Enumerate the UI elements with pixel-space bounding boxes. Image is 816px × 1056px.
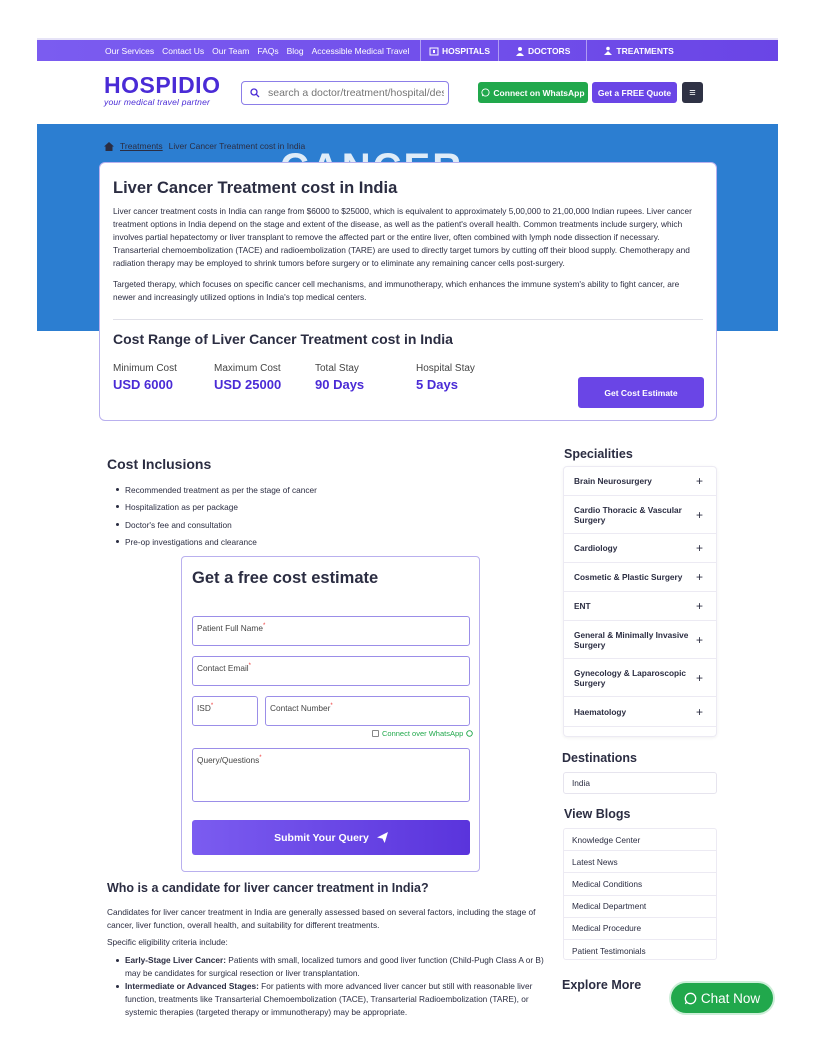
list-item: Doctor's fee and consultation	[125, 520, 317, 537]
explore-more-heading: Explore More	[562, 978, 642, 992]
required-mark: *	[210, 703, 214, 710]
chat-now-label: Chat Now	[700, 990, 761, 1006]
intro-paragraph: Liver cancer treatment costs in India can range from $6000 to $25000, which is equivalent to approximately 5,00,000 to 21,00,000 Indian rupees. Liver cancer treatment options in India depend on the stage and extent of the disease, as well as the patient's overall health. Common treatments include surgery, which involves partial hepatectomy or liver transplant to remove the affected part or the entire liver, often combined with lymph node dissection if necessary. Transarterial chemoembolization (TACE) and radioembolization (TARE) are used to directly target tumors by cutting off their blood supply. Chemotherapy and radiation therapy may be employed to shrink tumors before surgery or to eliminate any remaining cancer cells post-surgery.	[113, 206, 692, 268]
plus-icon[interactable]: +	[695, 541, 703, 555]
stat-value: USD 6000	[113, 377, 173, 392]
destination-item[interactable]: India	[563, 772, 717, 794]
top-link-our-services[interactable]: Our Services	[105, 45, 155, 56]
plus-icon[interactable]: +	[695, 570, 703, 584]
speciality-label: Cardio Thoracic & Vascular Surgery	[574, 504, 682, 525]
speciality-label: Haematology	[574, 706, 627, 717]
destinations-heading: Destinations	[562, 751, 638, 765]
top-nav-bar	[37, 38, 778, 61]
specialities-list	[563, 466, 717, 737]
top-link-accessible-travel[interactable]: Accessible Medical Travel	[311, 45, 410, 56]
whatsapp-icon	[481, 88, 490, 97]
patient-name-field[interactable]	[192, 616, 470, 646]
plus-icon[interactable]: +	[695, 632, 703, 647]
get-cost-estimate-button[interactable]: Get Cost Estimate	[578, 377, 704, 408]
hospitals-nav-label: HOSPITALS	[442, 45, 491, 56]
blog-link[interactable]: Medical Department	[564, 896, 716, 918]
view-blogs-heading: View Blogs	[564, 807, 631, 821]
logo-tagline: your medical travel partner	[104, 97, 211, 107]
doctors-nav-button[interactable]	[499, 40, 586, 61]
stat-hospital-stay	[416, 363, 517, 392]
hero-ghost-heading	[280, 148, 463, 162]
plus-icon[interactable]: +	[695, 704, 703, 719]
hamburger-menu-icon[interactable]: ≡	[682, 82, 703, 103]
field-label: Contact Number	[270, 703, 331, 713]
top-category-nav	[420, 40, 690, 61]
stat-value: 5 Days	[416, 377, 458, 392]
treatment-icon	[603, 46, 613, 56]
speciality-item[interactable]	[564, 697, 716, 727]
candidate-paragraph: Candidates for liver cancer treatment in India are generally assessed based on several factors, including the stage of cancer, liver function, overall health, and suitability for different treatments.	[107, 907, 536, 930]
top-link-our-team[interactable]: Our Team	[212, 45, 250, 56]
field-label: ISD	[197, 703, 211, 713]
criteria-text: Patients with small, localized tumors and good liver function (Child-Pugh Class A or B) may be candidates for surgical resection or liver transplantation.	[125, 955, 544, 978]
cost-estimate-form	[181, 556, 480, 872]
blog-link[interactable]: Latest News	[564, 851, 716, 873]
treatments-nav-button[interactable]	[587, 40, 689, 61]
email-field[interactable]	[192, 656, 470, 686]
required-mark: *	[259, 755, 262, 762]
checkbox-icon[interactable]	[372, 730, 379, 737]
whatsapp-icon	[466, 730, 473, 737]
divider	[113, 319, 703, 320]
required-mark: *	[248, 663, 251, 670]
contact-number-field[interactable]	[265, 696, 470, 726]
plus-icon[interactable]: +	[695, 599, 703, 613]
speciality-item[interactable]	[564, 534, 716, 563]
stat-minimum-cost	[113, 363, 214, 392]
speciality-item[interactable]	[564, 592, 716, 621]
doctor-icon	[515, 46, 525, 56]
chat-now-button[interactable]	[671, 983, 773, 1013]
page-title: Liver Cancer Treatment cost in India	[113, 179, 398, 197]
list-item: Pre-op investigations and clearance	[125, 537, 317, 554]
stat-total-stay	[315, 363, 416, 392]
hospital-icon	[429, 46, 439, 56]
speciality-label: Cardiology	[574, 543, 618, 553]
speciality-item[interactable]	[564, 467, 716, 496]
field-label: Contact Email	[197, 663, 249, 673]
treatment-cost-card	[99, 162, 717, 421]
stat-label: Hospital Stay	[416, 363, 475, 374]
top-link-blog[interactable]: Blog	[286, 45, 304, 56]
candidate-heading: Who is a candidate for liver cancer treatment in India?	[107, 881, 429, 895]
search-icon	[250, 88, 260, 98]
whatsapp-checkbox[interactable]	[372, 729, 473, 738]
cost-inclusions-heading: Cost Inclusions	[107, 456, 212, 472]
cost-range-title: Cost Range of Liver Cancer Treatment cost in India	[113, 331, 453, 347]
breadcrumb	[104, 141, 305, 151]
treatments-nav-label: TREATMENTS	[616, 45, 674, 56]
criteria-term: Intermediate or Advanced Stages:	[125, 981, 259, 991]
speciality-item[interactable]	[564, 563, 716, 592]
logo-text: HOSPIDIO	[104, 72, 221, 98]
stat-value: USD 25000	[214, 377, 282, 392]
query-textarea[interactable]	[192, 748, 470, 802]
speciality-label: Brain Neurosurgery	[574, 476, 652, 486]
form-title: Get a free cost estimate	[192, 569, 379, 587]
criteria-term: Early-Stage Liver Cancer:	[125, 955, 226, 965]
speciality-item[interactable]	[564, 659, 716, 697]
blog-link[interactable]: Knowledge Center	[564, 829, 716, 851]
send-icon	[377, 832, 388, 843]
speciality-label: General & Minimally Invasive Surgery	[574, 629, 689, 650]
list-item: Recommended treatment as per the stage of cancer	[125, 485, 317, 502]
search-input[interactable]	[268, 87, 444, 99]
criteria-text: For patients with more advanced liver cancer but still with reasonable liver function, treatments like Transarterial Chemoembolization (TACE), Transarterial Radioembolization (TARE), or systemic therapies (targeted therapy or immunotherapy) may be appropriate.	[125, 981, 533, 1017]
plus-icon[interactable]: +	[695, 670, 703, 685]
whatsapp-checkbox-label: Connect over WhatsApp	[382, 729, 464, 738]
breadcrumb-current: Liver Cancer Treatment cost in India	[168, 141, 306, 151]
blogs-list	[563, 828, 717, 960]
whatsapp-connect-button[interactable]	[478, 82, 588, 103]
stat-label: Minimum Cost	[113, 363, 177, 374]
whatsapp-icon	[684, 992, 697, 1005]
speciality-item[interactable]	[564, 496, 716, 534]
site-logo[interactable]	[104, 74, 220, 107]
required-mark: *	[262, 623, 266, 630]
hospitals-nav-button[interactable]	[421, 40, 498, 61]
stat-label: Maximum Cost	[214, 363, 281, 374]
speciality-label: Cosmetic & Plastic Surgery	[574, 572, 683, 582]
search-bar	[241, 81, 449, 105]
blog-link[interactable]: Patient Testimonials	[572, 946, 646, 957]
stat-label: Total Stay	[315, 363, 359, 374]
top-link-contact-us[interactable]: Contact Us	[162, 45, 205, 56]
whatsapp-connect-label: Connect on WhatsApp	[493, 87, 585, 98]
plus-icon[interactable]: +	[695, 507, 703, 522]
intro-paragraph-2: Targeted therapy, which focuses on specific cancer cell mechanisms, and immunotherapy, which enhances the immune system's ability to fight cancer, are newer and increasingly utilized options in India's top medical centers.	[113, 279, 680, 302]
list-item	[125, 954, 553, 980]
top-links	[37, 46, 409, 56]
blog-link[interactable]: Medical Procedure	[564, 918, 716, 940]
criteria-list	[125, 954, 553, 1019]
list-item: Hospitalization as per package	[125, 502, 317, 519]
home-icon[interactable]	[104, 142, 114, 151]
blog-link[interactable]: Medical Conditions	[564, 873, 716, 895]
top-link-faqs[interactable]: FAQs	[257, 45, 279, 56]
cost-inclusions-list	[125, 485, 317, 554]
speciality-label: Gynecology & Laparoscopic Surgery	[574, 667, 687, 688]
speciality-label: ENT	[574, 601, 591, 611]
doctors-nav-label: DOCTORS	[528, 45, 571, 56]
criteria-intro: Specific eligibility criteria include:	[107, 937, 228, 947]
stat-maximum-cost	[214, 363, 315, 392]
submit-query-label: Submit Your Query	[274, 831, 369, 844]
field-label: Query/Questions	[197, 755, 260, 765]
specialities-heading: Specialities	[564, 447, 633, 461]
speciality-item[interactable]	[564, 621, 716, 659]
list-item	[125, 980, 553, 1019]
plus-icon[interactable]: +	[695, 474, 703, 488]
free-quote-button[interactable]: Get a FREE Quote	[592, 82, 677, 103]
isd-field[interactable]	[192, 696, 258, 726]
breadcrumb-treatments-link[interactable]: Treatments	[120, 141, 163, 151]
stat-value: 90 Days	[315, 377, 365, 392]
submit-query-button[interactable]	[192, 820, 470, 855]
field-label: Patient Full Name	[197, 623, 263, 633]
required-mark: *	[330, 703, 333, 710]
